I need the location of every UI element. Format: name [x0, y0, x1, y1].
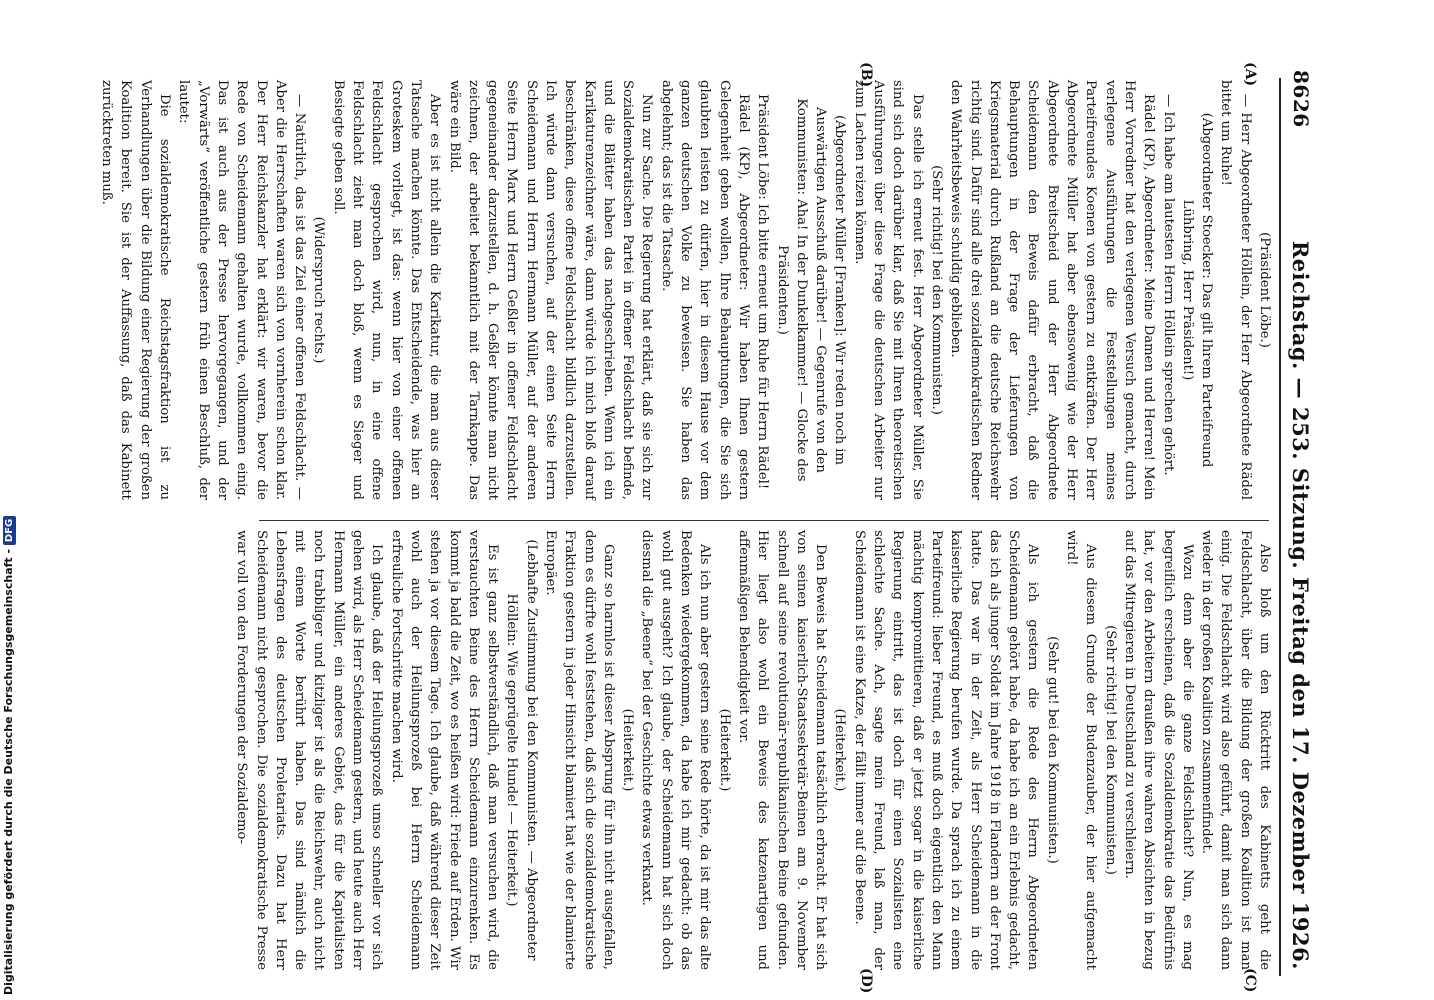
page-number: 8626 — [1289, 70, 1313, 128]
left-paragraph: (Präsident Löbe.) — [1257, 232, 1272, 348]
left-paragraph: (Widerspruch rechts.) — [311, 216, 327, 364]
left-paragraph: Rädel (KP), Abgeordneter: Meine Damen und Herren! Mein Herr Vorredner hat den verlegenen Versuch gemacht, durch verlegene Ausführungen die Feststellungen meines Parteifreundes Koenen von gestern zu entkräften. Der Herr Abgeordnete Müller hat aber ebensowenig wie der Herr Abgeordnete Breitscheid und der Herr Abgeordnete Scheidemann den Beweis dafür erbracht, daß die Behauptungen in der Frage der Lieferungen von Kriegsmaterial durch Rußland an die deutsche Reichswehr richtig sind. Dafür sind alle drei sozialdemokratischen Redner den Wahrheitsbeweis schuldig geblieben. — [948, 80, 1157, 500]
right-paragraph: Aus diesem Grunde der Budenzauber, der hier aufgemacht wird! — [1064, 530, 1099, 970]
right-column — [232, 530, 1274, 970]
left-paragraph: — Ich habe am lautesten Herrn Höllein sprechen gehört. — [1160, 94, 1176, 476]
left-paragraph: Das stelle ich erneut fest. Herr Abgeordneter Müller, Sie sind sich doch darüber klar, daß Sie mit Ihren theoretischen Ausführungen über diese Frage die deutschen Arbeiter nur zum Lachen reizen können. — [851, 80, 925, 500]
right-paragraph: Als ich nun aber gestern seine Rede hörte, da ist mir das alte Bedenken wiedergekommen, da habe ich mir gedacht: ob das wohl gut ausgeht? Ich glaube, der Scheidemann hat sich doch diesmal die „Beene“ bei der Geschichte etwas verknaxt. — [639, 530, 713, 970]
left-paragraph: Präsident Löbe: Ich bitte erneut um Ruhe für Herrn Rädel! — [755, 94, 771, 490]
right-paragraph: Ganz so harmlos ist dieser Absprung für ihn nicht ausgefallen, denn es dürfte wohl feststehen, daß sich die sozialdemokratische Fraktion gestern in jeder Hinsicht blamiert hat wie der blamierte Europäer. — [543, 530, 616, 970]
margin-marker-b: (B) — [858, 62, 874, 88]
right-paragraph: Als ich gestern die Rede des Herrn Abgeordneten Scheidemann gehört habe, da habe ich an ein Erlebnis gedacht, das ich als junger Soldat im Jahre 1918 in Flandern an der Front hatte. Das war in der Zeit, als Herr Scheidemann in die kaiserliche Regierung berufen wurde. Da sprach ich zu einem Parteifreund: lieber Freund, es muß doch eigentlich den Mann mächtig kompromittieren, daß er jetzt sogar in die kaiserliche Regierung eintritt, das ist doch für einen Sozialisten eine schlechte Sache. Ach, sagte mein Freund, laß man, der Scheidemann ist eine Katze, der fällt immer auf die Beene. — [851, 530, 1041, 970]
right-paragraph: Es ist ganz selbstverständlich, daß man versuchen wird, die verstauchten Beine des Herrn Scheidemann einzurenken. Es kommt ja bald die Zeit, wo es heißen wird: Friede auf Erden. Wir stehen ja vor diesem Tage. Ich glaube, daß während dieser Zeit wohl auch der Heilungsprozeß bei Herrn Scheidemann erfreuliche Fortschritte machen wird. — [388, 530, 501, 970]
right-paragraph: Also bloß um den Rücktritt des Kabinetts geht die Feldschlacht, über die Bildung der großen Koalition ist man einig. Die Feldschlacht wird also geführt, damit man sich dann wieder in der großen Koalition zusammenfindet. — [1199, 530, 1272, 970]
margin-marker-c: (C) — [1242, 968, 1258, 993]
digitization-credit — [0, 0, 20, 1000]
left-paragraph: Aber es ist nicht allein die Karikatur, die man aus dieser Tatsache machen könnte. Das Entscheidende, was hier an Groteskem vorliegt, ist das: wenn hier von einer offenen Feldschlacht gesprochen wird, nun, in eine offene Feldschlacht zieht man doch bloß, wenn es Sieger und Besiegte geben soll. — [330, 80, 443, 500]
left-column — [97, 80, 1274, 500]
margin-marker-a: (A) — [1242, 62, 1258, 87]
right-paragraph: (Heiterkeit.) — [716, 708, 732, 792]
margin-marker-d: (D) — [858, 968, 874, 994]
page-title: Reichstag. — 253. Sitzung. Freitag den 17. Dezember 1926. — [1288, 240, 1314, 970]
right-paragraph: Den Beweis hat Scheidemann tatsächlich erbracht. Er hat sich von seinen kaiserlich-Staatssekretär-Beinen am 9. November schnell auf seine revolutionär-republikanischen Beine gefunden. Hier liegt also wohl ein Beweis des katzenartigen und affenmäßigen Behendigkeit vor. — [735, 530, 829, 970]
page-header — [1286, 70, 1316, 970]
left-paragraph: — Natürlich, das ist das Ziel einer offenen Feldschlacht. — Aber die Herrschaften waren sich von vornherein schon klar. Der Herr Reichskanzler hat erklärt: wir waren, bevor die Rede von Scheidemann gehalten wurde, vollkommen einig. Das ist auch aus der Presse hervorgegangen, und der „Vorwärts“ veröffentliche gestern früh einen Beschluß, der lautet: — [176, 80, 308, 500]
left-paragraph: (Abgeordneter Müller [Franken]: Wir reden noch im Auswärtigen Ausschuß darüber! — Gegenrufe von den Kommunisten: Aha! In der Dunkelkammer! — Glocke des Präsidenten.) — [774, 98, 848, 482]
right-paragraph: (Heiterkeit.) — [832, 708, 848, 792]
credit-text: Digitalisierung gefördert durch die Deutsche Forschungsgemeinschaft - — [2, 548, 15, 995]
left-paragraph: (Abgeordneter Stoecker: Das gilt Ihrem Parteifreund Lühbring, Herr Präsident!) — [1179, 112, 1215, 468]
header-rule — [1279, 78, 1281, 976]
left-paragraph: Nun zur Sache. Die Regierung hat erklärt, daß sie sich zur Sozialdemokratischen Partei in offener Feldschlacht befinde, und die Blätter haben das nachgeschrieben. Wenn ich ein Karikaturenzeichner wäre, dann würde ich mich bloß darauf beschränken, diese offene Feldschlacht bildlich darzustellen. Ich würde dann versuchen, auf der einen Seite Herrn Scheidemann und Herrn Hermann Müller, auf der anderen Seite Herrn Marx und Herrn Geßler in offener Feldschlacht gegeneinander darzustellen, d. h. Geßler könnte man nicht zeichnen, der arbeitet bekanntlich mit der Tarnkappe. Das wäre ein Bild. — [446, 80, 655, 500]
dfg-logo: DFG — [3, 516, 16, 545]
right-paragraph: Ich glaube, daß der Heilungsprozeß umso schneller vor sich gehen wird, als Herr Scheidemann gestern, und heute auch Herr Hermann Müller, ein anderes Gebiet, das für die Kapitalisten noch trabbliger und kitzliger ist als die Reichswehr, auch nicht mit einem Worte berührt haben. Das sind nämlich die Lebensfragen des deutschen Proletariats. Dazu hat Herr Scheidemann nicht gesprochen. Die sozialdemokratische Presse war voll von den Forderungen der Sozialdemo- — [234, 530, 385, 970]
left-paragraph: (Sehr richtig! bei den Kommunisten.) — [928, 165, 944, 415]
right-paragraph: (Heiterkeit.) — [620, 708, 636, 792]
left-paragraph: Die sozialdemokratische Reichstagsfraktion ist zu Verhandlungen über die Bildung einer Regierung der großen Koalition bereit. Sie ist der Auffassung, daß das Kabinett zurücktreten muß. — [99, 80, 173, 500]
left-paragraph: — Herr Abgeordneter Höllein, der Herr Abgeordnete Rädel bittet um Ruhe! — [1218, 80, 1253, 500]
right-paragraph: (Lebhafte Zustimmung bei den Kommunisten. — Abgeordneter Höllein: Wie geprügelte Hunde! — Heiterkeit.) — [504, 539, 539, 961]
right-paragraph: (Sehr richtig! bei den Kommunisten.) — [1102, 625, 1118, 875]
right-paragraph: Wozu denn aber die ganze Feldschlacht? Nun, es mag begreiflich erscheinen, daß die Sozialdemokratie das Bedürfnis hat, vor den Arbeitern draußen ihre wahren Absichten in bezug auf das Mitregieren in Deutschland zu verschleiern. — [1121, 530, 1195, 970]
left-paragraph: Rädel (KP), Abgeordneter: Wir haben Ihnen gestern Gelegenheit geben wollen, Ihre Behauptungen, die Sie sich glaubten leisten zu dürfen, hier in diesem Hause vor dem ganzen deutschen Volke zu beweisen. Sie haben das abgelehnt; das ist die Tatsache. — [658, 80, 751, 500]
column-divider — [259, 520, 1269, 521]
right-paragraph: (Sehr gut! bei den Kommunisten.) — [1044, 636, 1060, 864]
